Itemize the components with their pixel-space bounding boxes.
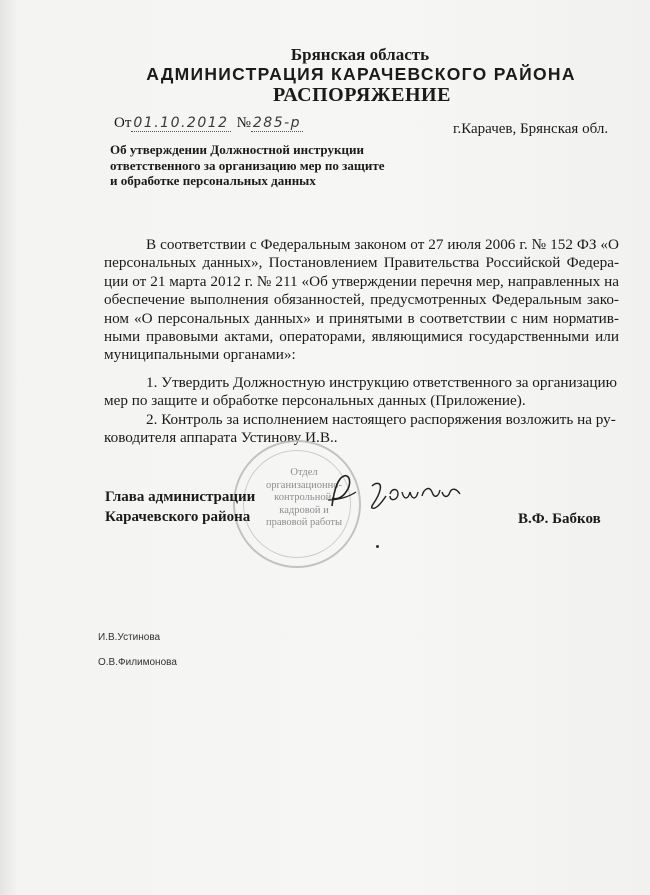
signatory-title xyxy=(105,487,255,527)
preamble-paragraph xyxy=(104,236,619,365)
ink-dot xyxy=(376,545,379,548)
preamble-line: ном «О персональных данных» и принятыми в соответствии с ним норматив- xyxy=(104,309,619,327)
region-heading: Брянская область xyxy=(290,45,430,64)
stamp-line: Отдел xyxy=(290,467,318,478)
document-date: 01.10.2012 xyxy=(133,115,229,131)
preamble-line: муниципальными органами»: xyxy=(104,346,296,364)
signatory-name: В.Ф. Бабков xyxy=(518,511,601,527)
stamp-line: кадровой и xyxy=(279,504,329,516)
executor-name: И.В.Устинова xyxy=(98,632,161,643)
document-type-heading: РАСПОРЯЖЕНИЕ xyxy=(273,84,451,106)
order-item-line: ководителя аппарата Устинову И.В.. xyxy=(104,429,338,447)
stamp-line: правовой работы xyxy=(265,517,343,528)
signatory-title-line: Карачевского района xyxy=(105,509,251,525)
order-item-line: 2. Контроль за исполнением настоящего распоряжения возложить на ру- xyxy=(146,410,616,428)
subject-line: ответственного за организацию мер по защите xyxy=(110,157,385,173)
order-items xyxy=(104,374,624,448)
number-prefix: № xyxy=(236,115,251,131)
administration-heading: АДМИНИСТРАЦИЯ КАРАЧЕВСКОГО РАЙОНА xyxy=(146,64,576,84)
document-number: 285-р xyxy=(252,115,302,131)
subject-line: Об утверждении Должностной инструкции xyxy=(110,142,364,157)
preamble-line: ции от 21 марта 2012 г. № 211 «Об утверждении перечня мер, направленных на xyxy=(104,272,619,290)
order-item-line: мер по защите и обработке персональных данных (Приложение). xyxy=(104,392,526,410)
stamp-line: организационно- xyxy=(266,479,342,491)
stamp-line: контрольной, xyxy=(274,492,334,503)
date-prefix: От xyxy=(114,115,132,131)
preamble-line: обеспечение выполнения обязанностей, предусмотренных Федеральным зако- xyxy=(104,291,619,309)
preamble-line: персональных данных», Постановлением Правительства Российской Федера- xyxy=(104,254,619,272)
preamble-line: В соответствии с Федеральным законом от 27 июля 2006 г. № 152 ФЗ «О xyxy=(146,236,619,253)
executor-name: О.В.Филимонова xyxy=(98,657,177,668)
document-subject xyxy=(110,142,410,189)
date-number-line xyxy=(114,115,303,132)
preamble-line: ными правовыми актами, операторами, являющимися государственными или xyxy=(104,328,619,346)
order-item-line: 1. Утвердить Должностную инструкцию ответственного за организацию xyxy=(146,374,618,391)
subject-line: и обработке персональных данных xyxy=(110,173,316,188)
document-place: г.Карачев, Брянская обл. xyxy=(453,121,609,137)
handwritten-signature xyxy=(320,470,470,520)
signatory-title-line: Глава администрации xyxy=(105,489,256,505)
